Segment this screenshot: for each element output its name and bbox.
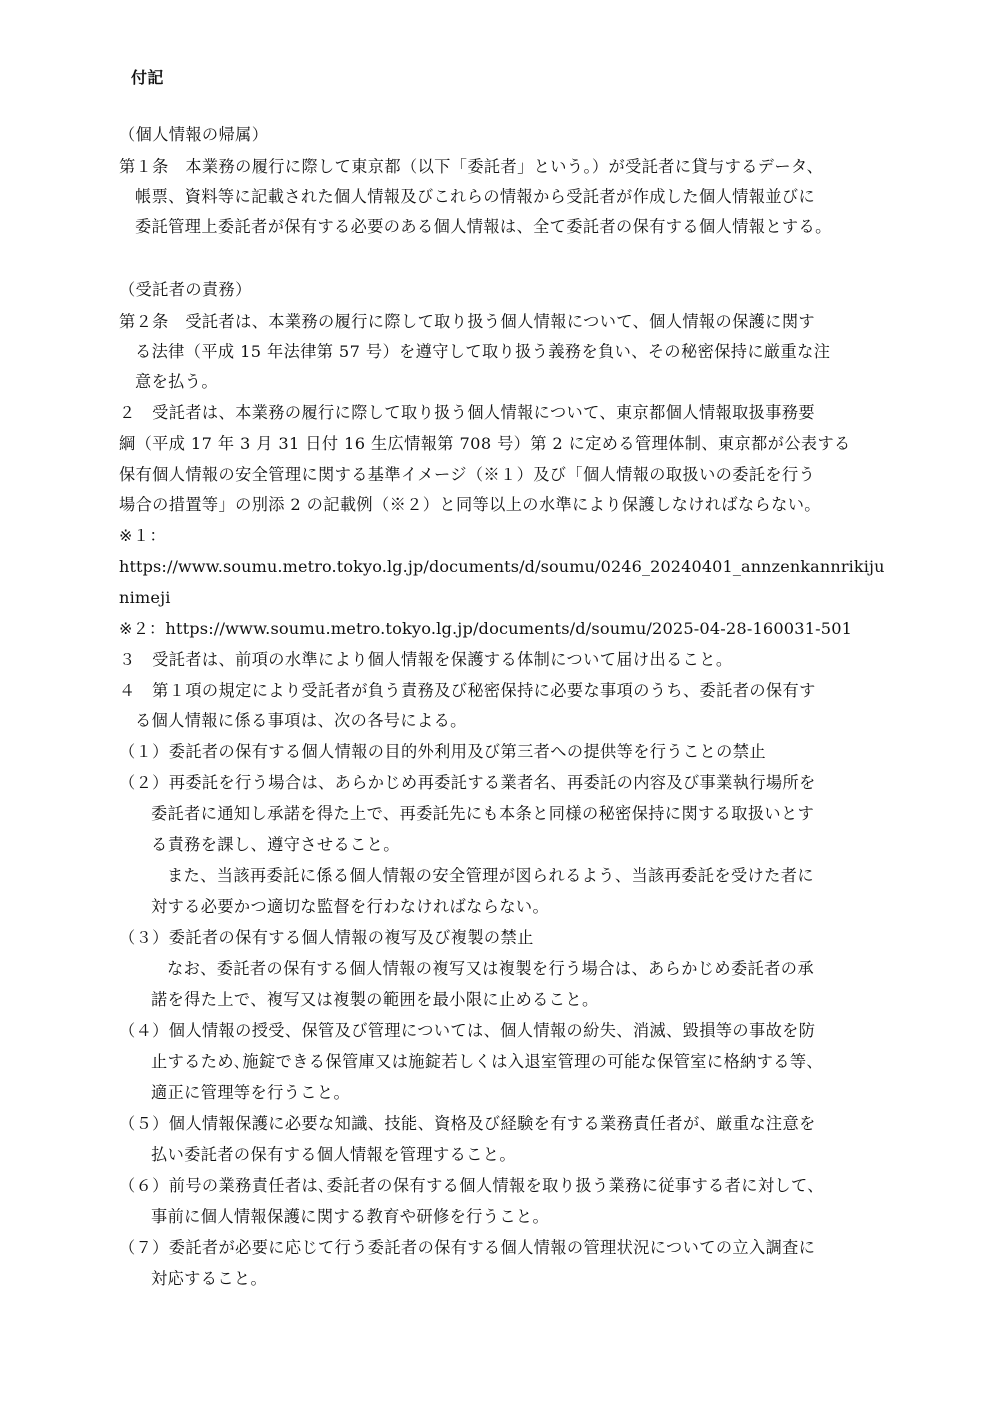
item-7-line-1: （７）委託者が必要に応じて行う委託者の保有する個人情報の管理状況についての立入調査に xyxy=(119,1238,816,1257)
item-1: （１）委託者の保有する個人情報の目的外利用及び第三者への提供等を行うことの禁止 xyxy=(119,742,766,761)
item-6-line-1: （６）前号の業務責任者は､委託者の保有する個人情報を取り扱う業務に従事する者に対して、 xyxy=(119,1176,824,1195)
note-2-url: ※２：https://www.soumu.metro.tokyo.lg.jp/documents/d/soumu/2025-04-28-160031-501 xyxy=(119,619,853,638)
paragraph-3: ３ 受託者は、前項の水準により個人情報を保護する体制について届け出ること。 xyxy=(119,650,733,669)
item-3-line-3: 諾を得た上で、複写又は複製の範囲を最小限に止めること。 xyxy=(151,990,599,1009)
paragraph-2-line-4: 場合の措置等」の別添 2 の記載例（※２）と同等以上の水準により保護しなければならない。 xyxy=(119,495,821,514)
section-heading-attribution: （個人情報の帰属） xyxy=(119,125,269,144)
item-2-line-1: （２）再委託を行う場合は、あらかじめ再委託する業者名、再委託の内容及び事業執行場所を xyxy=(119,773,816,792)
article-1-line-1: 第１条 本業務の履行に際して東京都（以下「委託者」という。）が受託者に貸与するデータ、 xyxy=(119,157,824,176)
note-1-url-cont: nimeji xyxy=(119,588,171,607)
paragraph-4-line-1: ４ 第１項の規定により受託者が負う責務及び秘密保持に必要な事項のうち、委託者の保有す xyxy=(119,681,816,700)
item-5-line-2: 払い委託者の保有する個人情報を管理すること。 xyxy=(151,1145,516,1164)
item-2-line-3: る責務を課し、遵守させること。 xyxy=(151,835,400,854)
item-2-line-5: 対する必要かつ適切な監督を行わなければならない。 xyxy=(151,897,550,916)
section-heading-duties: （受託者の責務） xyxy=(119,280,252,299)
item-3-line-2: なお、委託者の保有する個人情報の複写又は複製を行う場合は、あらかじめ委託者の承 xyxy=(167,959,814,978)
item-7-line-2: 対応すること。 xyxy=(151,1269,268,1288)
item-2-line-4: また、当該再委託に係る個人情報の安全管理が図られるよう、当該再委託を受けた者に xyxy=(167,866,814,885)
document-title: 付記 xyxy=(131,68,164,87)
item-4-line-2: 止するため､施錠できる保管庫又は施錠若しくは入退室管理の可能な保管室に格納する等、 xyxy=(151,1052,823,1071)
item-5-line-1: （５）個人情報保護に必要な知識、技能、資格及び経験を有する業務責任者が、厳重な注意を xyxy=(119,1114,816,1133)
item-4-line-3: 適正に管理等を行うこと。 xyxy=(151,1083,351,1102)
article-2-line-2: る法律（平成 15 年法律第 57 号）を遵守して取り扱う義務を負い、その秘密保持に厳重な注 xyxy=(135,342,831,361)
article-1-line-3: 委託管理上委託者が保有する必要のある個人情報は、全て委託者の保有する個人情報とする。 xyxy=(135,217,832,236)
item-2-line-2: 委託者に通知し承諾を得た上で、再委託先にも本条と同様の秘密保持に関する取扱いとす xyxy=(151,804,815,823)
article-2-line-3: 意を払う。 xyxy=(135,372,218,391)
item-3-line-1: （３）委託者の保有する個人情報の複写及び複製の禁止 xyxy=(119,928,534,947)
item-4-line-1: （４）個人情報の授受、保管及び管理については、個人情報の紛失、消滅、毀損等の事故を防 xyxy=(119,1021,816,1040)
item-6-line-2: 事前に個人情報保護に関する教育や研修を行うこと。 xyxy=(151,1207,550,1226)
note-1-label: ※１： xyxy=(119,526,167,545)
article-2-line-1: 第２条 受託者は、本業務の履行に際して取り扱う個人情報について、個人情報の保護に関す xyxy=(119,312,816,331)
paragraph-4-line-2: る個人情報に係る事項は、次の各号による。 xyxy=(135,711,467,730)
note-1-url: https://www.soumu.metro.tokyo.lg.jp/documents/d/soumu/0246_20240401_annzenkannrikiju xyxy=(119,557,885,576)
paragraph-2-line-1: ２ 受託者は、本業務の履行に際して取り扱う個人情報について、東京都個人情報取扱事務要 xyxy=(119,403,816,422)
paragraph-2-line-2: 綱（平成 17 年 3 月 31 日付 16 生広情報第 708 号）第 2 に定める管理体制、東京都が公表する xyxy=(119,434,851,453)
paragraph-2-line-3: 保有個人情報の安全管理に関する基準イメージ（※１）及び「個人情報の取扱いの委託を行う xyxy=(119,465,816,484)
article-1-line-2: 帳票、資料等に記載された個人情報及びこれらの情報から受託者が作成した個人情報並びに xyxy=(135,187,816,206)
